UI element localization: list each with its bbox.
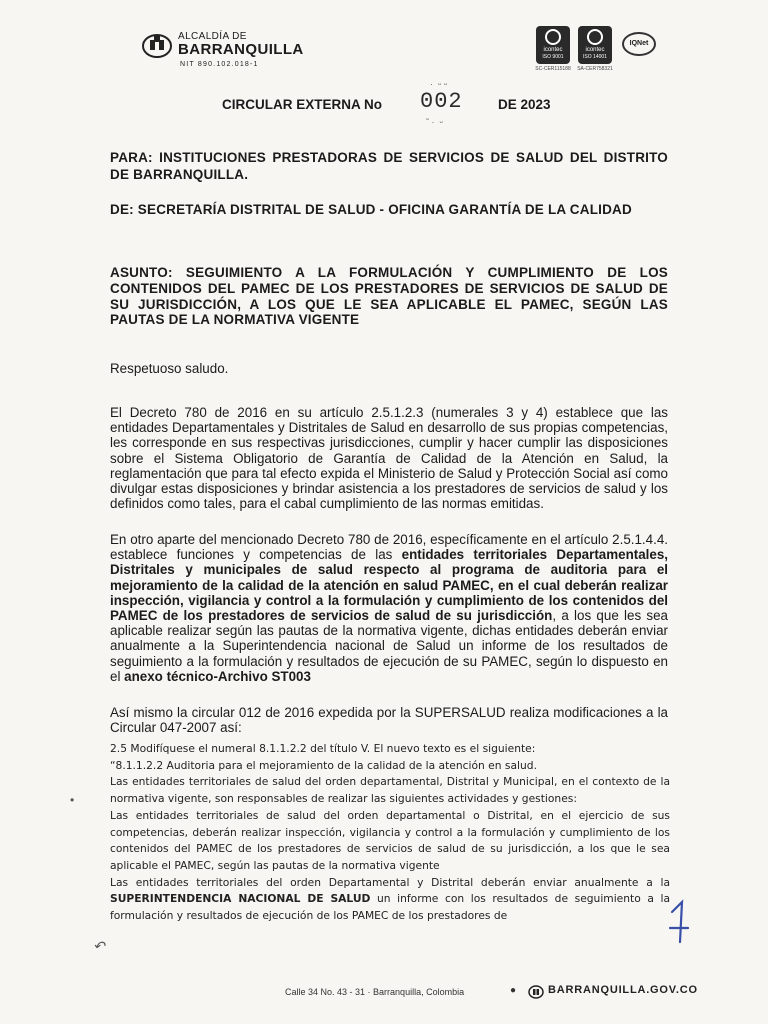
city-shield-icon <box>528 985 544 999</box>
asunto-line: ASUNTO: SEGUIMIENTO A LA FORMULACIÓN Y CUMPLIMIENTO DE LOS CONTENIDOS DEL PAMEC DE LOS PRESTADORES DE SERVICIOS DE SALUD DE SU JURISDICCIÓN, A LOS QUE LE SEA APLICABLE EL PAMEC, SEGÚN LAS PAUTAS DE LA NORMATIVA VIGENTE <box>110 265 668 328</box>
para-line: PARA: INSTITUCIONES PRESTADORAS DE SERVICIOS DE SALUD DEL DISTRITO DE BARRANQUILLA. <box>110 150 668 182</box>
quote-paragraph-1: Las entidades territoriales de salud del orden departamental, Distrital y Municipal, en el contexto de la normativa vigente, son responsables de realizar las siguientes actividades y gestiones: <box>110 775 670 806</box>
logo-alcaldia-de: ALCALDÍA DE <box>178 31 247 42</box>
cert-2-code: SA-CER758321 <box>577 66 613 72</box>
circular-year: DE 2023 <box>498 97 551 112</box>
de-line: DE: SECRETARÍA DISTRITAL DE SALUD - OFICINA GARANTÍA DE LA CALIDAD <box>110 202 632 217</box>
paragraph-1: El Decreto 780 de 2016 en su artículo 2.5.1.2.3 (numerales 3 y 4) establece que las entidades Departamentales y Distritales de Salud en desarrollo de sus propias competencias, les corresponde en sus respectivas jurisdicciones, cumplir y hacer cumplir las disposiciones sobre el Sistema Obligatorio de Garantía de Calidad de la Atención en Salud, la reglamentación que para tal efecto expida el Ministerio de Salud y Protección Social así como divulgar estas disposiciones y brindar asistencia a los prestadores de servicios de salud y los definidos como tales, para el cabal cumplimiento de las normas emitidas. <box>110 405 668 512</box>
icontec-icon <box>545 29 561 45</box>
alcaldia-logo <box>142 28 312 74</box>
circular-number: 002 <box>420 89 463 114</box>
greeting: Respetuoso saludo. <box>110 361 229 376</box>
handwritten-page-number-icon <box>668 898 690 946</box>
circular-label: CIRCULAR EXTERNA No <box>222 97 382 112</box>
footer-address: Calle 34 No. 43 - 31 · Barranquilla, Colombia <box>285 987 465 997</box>
quote-block <box>110 741 670 925</box>
icontec-iso14001-badge: icontec ISO 14001 <box>578 26 612 64</box>
iqnet-badge: IQNet <box>622 32 656 56</box>
stamp-mark: · ᵕ ᵕ <box>430 79 448 89</box>
paragraph-3: Así mismo la circular 012 de 2016 expedida por la SUPERSALUD realiza modificaciones a la Circular 047-2007 así: <box>110 705 668 736</box>
quote-line-2: “8.1.1.2.2 Auditoria para el mejoramiento de la calidad de la atención en salud. <box>110 758 537 772</box>
logo-barranquilla: BARRANQUILLA <box>178 41 304 58</box>
quote-line-1: 2.5 Modifíquese el numeral 8.1.1.2.2 del título V. El nuevo texto es el siguiente: <box>110 742 536 755</box>
cert-1-code: SC-CER115188 <box>535 66 571 72</box>
logo-nit: NIT 890.102.018-1 <box>180 61 259 68</box>
footer-separator: ● <box>510 985 517 996</box>
city-shield-icon <box>142 32 172 58</box>
paragraph-2: En otro aparte del mencionado Decreto 780 de 2016, específicamente en el artículo 2.5.1.4.4. establece funciones y competencias de las entidades territoriales Departamentales, Distritales y municipales de salud respecto al programa de auditoria para el mejoramiento de la calidad de la atención en salud PAMEC, en el cual deberán realizar inspección, vigilancia y control a la formulación y cumplimiento de los contenidos del PAMEC de los prestadores de servicios de salud de su jurisdicción, a los que les sea aplicable realizar según las pautas de la normativa vigente, dichas entidades deberán enviar anualmente a la Superintendencia nacional de Salud un informe de los resultados de seguimiento a la formulación y resultados de ejecución de su PAMEC, según lo dispuesto en el anexo técnico-Archivo ST003 <box>110 532 668 684</box>
stamp-mark: ˜ · ᵕ <box>426 117 443 127</box>
quote-paragraph-3: Las entidades territoriales del orden Departamental y Distrital deberán enviar anualmente a la SUPERINTENDENCIA NACIONAL DE SALUD un informe con los resultados de seguimiento a la formulación y resultados de ejecución de los PAMEC de los prestadores de <box>110 875 671 923</box>
icontec-iso9001-badge: icontec ISO 9001 <box>536 26 570 64</box>
icontec-icon <box>587 29 603 45</box>
certification-logos <box>536 26 676 76</box>
footer-website-link[interactable]: BARRANQUILLA.GOV.CO <box>548 984 698 996</box>
margin-mark: • <box>70 793 75 807</box>
quote-paragraph-2: Las entidades territoriales de salud del orden departamental o Distrital, en el ejercicio de sus competencias, deberán realizar inspección, vigilancia y control a la formulación y cumplimiento de los contenidos del PAMEC de los prestadores de servicios de salud de su jurisdicción, a los que le sea aplicable el PAMEC, según las pautas de la normativa vigente <box>110 808 670 872</box>
handwritten-mark: ↶ <box>93 938 105 954</box>
